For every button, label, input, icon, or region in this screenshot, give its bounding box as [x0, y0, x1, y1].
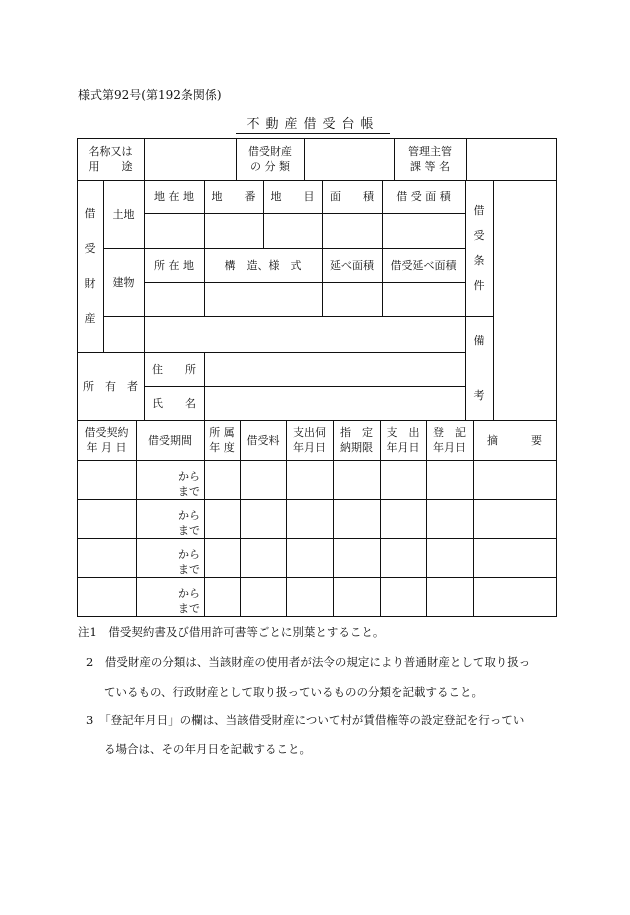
- ledger-header-fiscal-year: 所 属 年 度: [209, 426, 235, 454]
- ledger-header-expense-inquiry: 支出伺 年月日: [293, 426, 326, 454]
- manager-field[interactable]: [466, 138, 556, 180]
- note-1: 注1 借受契約書及び借用許可書等ごとに別葉とすること。: [78, 625, 385, 639]
- form-title: 不動産借受台帳: [236, 113, 390, 134]
- category-field[interactable]: [304, 138, 394, 180]
- table-rule: [493, 180, 494, 421]
- table-rule: [144, 282, 466, 283]
- ledger-header-period: 借受期間: [148, 433, 192, 447]
- building-col-location: 所 在 地: [154, 258, 194, 272]
- note-3: 3 「登記年月日」の欄は、当該借受財産について村が賃借権等の設定登記を行ってい: [86, 713, 525, 727]
- land-label: 土地: [112, 207, 135, 221]
- manager-label: 管理主管 課 等 名: [408, 145, 452, 173]
- ledger-header-fee: 借受料: [246, 433, 280, 447]
- building-col-leased-floor-area: 借受延べ面積: [390, 258, 457, 272]
- table-rule: [556, 138, 557, 617]
- period-cell[interactable]: から まで: [178, 509, 200, 537]
- ledger-header-payment-date: 支 出 年月日: [386, 426, 420, 454]
- table-rule: [77, 616, 557, 617]
- ledger-header-summary: 摘 要: [487, 433, 542, 447]
- period-cell[interactable]: から まで: [178, 587, 200, 615]
- note-2-cont: ているもの、行政財産として取り扱っているものの分類を記載すること。: [104, 685, 484, 699]
- ledger-header-registration-date: 登 記 年月日: [433, 426, 466, 454]
- land-col-area: 面 積: [330, 190, 374, 203]
- name-usage-label: 名称又は 用 途: [88, 145, 133, 173]
- remarks-label: 備 考: [473, 334, 485, 402]
- owner-name-label: 氏 名: [152, 396, 196, 410]
- owner-address-label: 住 所: [152, 362, 196, 376]
- period-cell[interactable]: から まで: [178, 548, 200, 576]
- note-2: 2 借受財産の分類は、当該財産の使用者が法令の規定により普通財産として取り扱っ: [86, 655, 531, 669]
- table-rule: [144, 213, 466, 214]
- building-label: 建物: [112, 275, 135, 289]
- form-reference: 様式第92号(第192条関係): [78, 88, 222, 102]
- table-rule: [103, 316, 145, 317]
- land-col-location: 地 在 地: [154, 190, 194, 203]
- building-col-structure: 構 造、様 式: [224, 258, 302, 272]
- land-col-category: 地 目: [270, 190, 315, 203]
- owner-label: 所 有 者: [83, 379, 138, 393]
- property-label: 借 受 財 産: [84, 207, 96, 325]
- land-col-leased-area: 借 受 面 積: [396, 190, 451, 203]
- table-rule: [144, 316, 466, 317]
- building-col-floor-area: 延べ面積: [330, 258, 374, 272]
- note-3-cont: る場合は、その年月日を記載すること。: [104, 742, 311, 756]
- conditions-label: 借 受 条 件: [473, 204, 485, 292]
- name-usage-field[interactable]: [144, 138, 236, 180]
- ledger-header-due-date: 指 定 納期限: [340, 426, 373, 454]
- ledger-header-contract-date: 借受契約 年 月 日: [84, 426, 129, 454]
- category-label: 借受財産 の 分 類: [248, 145, 292, 173]
- period-cell[interactable]: から まで: [178, 470, 200, 498]
- land-col-lot: 地 番: [211, 190, 256, 203]
